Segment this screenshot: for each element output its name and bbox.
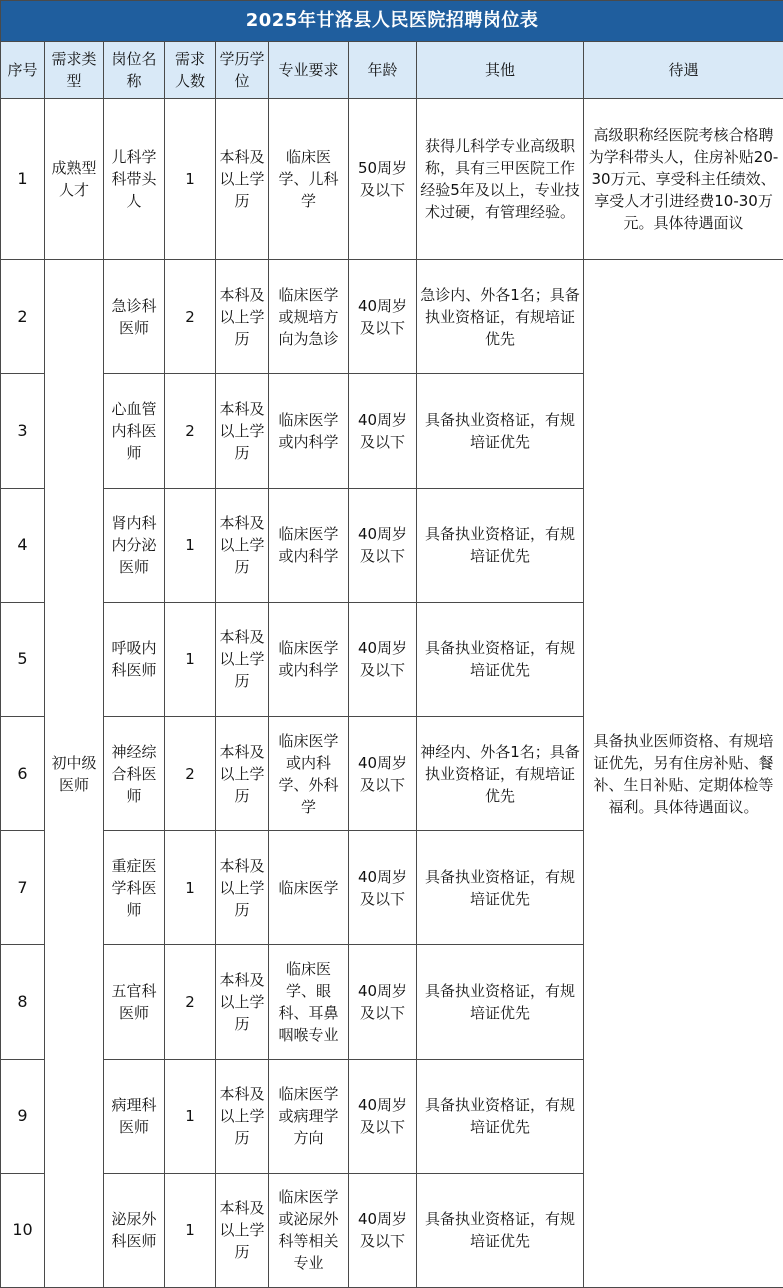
cell-idx: 9	[1, 1059, 45, 1173]
header-age: 年龄	[349, 42, 417, 99]
cell-count: 2	[165, 260, 216, 374]
cell-age: 40周岁及以下	[349, 488, 417, 602]
cell-other: 具备执业资格证，有规培证优先	[417, 1059, 584, 1173]
cell-major: 临床医学或内科学	[269, 602, 349, 716]
header-count: 需求人数	[165, 42, 216, 99]
cell-edu: 本科及以上学历	[216, 374, 269, 488]
header-major: 专业要求	[269, 42, 349, 99]
cell-idx: 4	[1, 488, 45, 602]
cell-post: 五官科医师	[104, 945, 165, 1059]
cell-idx: 6	[1, 716, 45, 830]
cell-edu: 本科及以上学历	[216, 488, 269, 602]
cell-count: 1	[165, 602, 216, 716]
cell-other: 具备执业资格证，有规培证优先	[417, 488, 584, 602]
header-type: 需求类型	[45, 42, 104, 99]
cell-post: 神经综合科医师	[104, 716, 165, 830]
cell-other: 具备执业资格证，有规培证优先	[417, 374, 584, 488]
cell-count: 1	[165, 1059, 216, 1173]
cell-count: 2	[165, 716, 216, 830]
cell-post: 急诊科医师	[104, 260, 165, 374]
cell-count: 1	[165, 488, 216, 602]
header-idx: 序号	[1, 42, 45, 99]
cell-count: 1	[165, 831, 216, 945]
table-row	[1, 260, 783, 374]
cell-count: 2	[165, 374, 216, 488]
cell-major: 临床医学或泌尿外科等相关专业	[269, 1173, 349, 1287]
cell-edu: 本科及以上学历	[216, 99, 269, 260]
cell-post: 泌尿外科医师	[104, 1173, 165, 1287]
cell-idx: 8	[1, 945, 45, 1059]
cell-type: 初中级医师	[45, 260, 104, 1288]
cell-age: 40周岁及以下	[349, 374, 417, 488]
table-row	[1, 99, 783, 260]
cell-other: 具备执业资格证，有规培证优先	[417, 1173, 584, 1287]
cell-major: 临床医学或内科学	[269, 488, 349, 602]
cell-edu: 本科及以上学历	[216, 260, 269, 374]
cell-idx: 1	[1, 99, 45, 260]
cell-age: 40周岁及以下	[349, 602, 417, 716]
cell-count: 2	[165, 945, 216, 1059]
cell-edu: 本科及以上学历	[216, 1059, 269, 1173]
cell-idx: 5	[1, 602, 45, 716]
cell-idx: 2	[1, 260, 45, 374]
cell-post: 心血管内科医师	[104, 374, 165, 488]
cell-post: 儿科学科带头人	[104, 99, 165, 260]
cell-age: 40周岁及以下	[349, 1059, 417, 1173]
cell-post: 病理科医师	[104, 1059, 165, 1173]
cell-edu: 本科及以上学历	[216, 831, 269, 945]
header-row	[1, 42, 783, 99]
cell-major: 临床医学或内科学	[269, 374, 349, 488]
cell-major: 临床医学或病理学方向	[269, 1059, 349, 1173]
cell-post: 重症医学科医师	[104, 831, 165, 945]
cell-idx: 10	[1, 1173, 45, 1287]
cell-age: 40周岁及以下	[349, 260, 417, 374]
cell-other: 神经内、外各1名；具备执业资格证，有规培证优先	[417, 716, 584, 830]
cell-other: 具备执业资格证，有规培证优先	[417, 831, 584, 945]
cell-age: 50周岁及以下	[349, 99, 417, 260]
cell-edu: 本科及以上学历	[216, 1173, 269, 1287]
cell-age: 40周岁及以下	[349, 716, 417, 830]
cell-post: 呼吸内科医师	[104, 602, 165, 716]
cell-post: 肾内科内分泌医师	[104, 488, 165, 602]
cell-edu: 本科及以上学历	[216, 602, 269, 716]
cell-other: 具备执业资格证，有规培证优先	[417, 945, 584, 1059]
cell-age: 40周岁及以下	[349, 945, 417, 1059]
header-other: 其他	[417, 42, 584, 99]
cell-major: 临床医学或内科学、外科学	[269, 716, 349, 830]
cell-count: 1	[165, 1173, 216, 1287]
header-edu: 学历学位	[216, 42, 269, 99]
cell-other: 获得儿科学专业高级职称，具有三甲医院工作经验5年及以上，专业技术过硬，有管理经验。	[417, 99, 584, 260]
cell-type: 成熟型人才	[45, 99, 104, 260]
cell-other: 具备执业资格证，有规培证优先	[417, 602, 584, 716]
table-title: 2025年甘洛县人民医院招聘岗位表	[1, 1, 783, 42]
header-post: 岗位名称	[104, 42, 165, 99]
cell-edu: 本科及以上学历	[216, 945, 269, 1059]
cell-benefit: 具备执业医师资格、有规培证优先，另有住房补贴、餐补、生日补贴、定期体检等福利。具体待遇面议。	[584, 260, 783, 1288]
cell-benefit: 高级职称经医院考核合格聘为学科带头人，住房补贴20-30万元、享受科主任绩效、享受人才引进经费10-30万元。具体待遇面议	[584, 99, 783, 260]
cell-age: 40周岁及以下	[349, 1173, 417, 1287]
cell-idx: 3	[1, 374, 45, 488]
cell-edu: 本科及以上学历	[216, 716, 269, 830]
cell-major: 临床医学、儿科学	[269, 99, 349, 260]
cell-major: 临床医学	[269, 831, 349, 945]
cell-major: 临床医学或规培方向为急诊	[269, 260, 349, 374]
cell-major: 临床医学、眼科、耳鼻咽喉专业	[269, 945, 349, 1059]
cell-age: 40周岁及以下	[349, 831, 417, 945]
cell-count: 1	[165, 99, 216, 260]
cell-other: 急诊内、外各1名；具备执业资格证，有规培证优先	[417, 260, 584, 374]
header-benefit: 待遇	[584, 42, 783, 99]
cell-idx: 7	[1, 831, 45, 945]
